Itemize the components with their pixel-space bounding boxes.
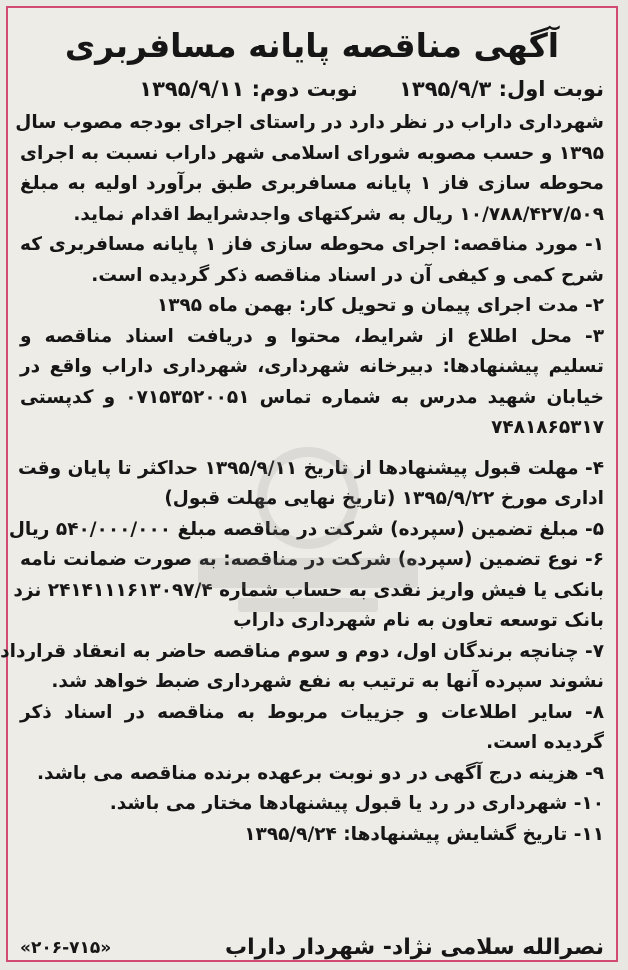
- text-line: ۱۰/۷۸۸/۴۲۷/۵۰۹ ریال به شرکتهای واجدشرایط اقدام نماید.: [73, 203, 604, 225]
- text-line: خیابان شهید مدرس به شماره تماس ۰۷۱۵۳۵۲۰۰۵۱ و کدپستی: [20, 386, 604, 408]
- text-line: ۷- چنانچه برندگان اول، دوم و سوم مناقصه حاضر به انعقاد قرارداد: [0, 640, 604, 662]
- text-line: شهرداری داراب در نظر دارد در راستای اجرای بودجه مصوب سال: [15, 112, 604, 133]
- text-line: گردیده است.: [486, 732, 604, 753]
- intro-paragraph: [15, 108, 604, 230]
- item-4: [17, 454, 604, 515]
- text-line: ۷۴۸۱۸۶۵۳۱۷: [491, 417, 604, 438]
- text-line: ۱- مورد مناقصه: اجرای محوطه سازی فاز ۱ پایانه مسافربری که: [20, 234, 604, 255]
- text-line: ۳- محل اطلاع از شرایط، محتوا و دریافت اسناد مناقصه و: [20, 325, 604, 347]
- publication-dates: [20, 74, 604, 104]
- signature-name: نصرالله سلامی نژاد- شهردار داراب: [225, 935, 604, 960]
- item-3: [20, 322, 604, 444]
- second-round-date: نوبت دوم: ۱۳۹۵/۹/۱۱: [139, 77, 358, 101]
- text-line: ۲- مدت اجرای پیمان و تحویل کار: بهمن ماه ۱۳۹۵: [156, 295, 604, 316]
- text-line: ۸- سایر اطلاعات و جزییات مربوط به مناقصه در اسناد ذکر: [20, 701, 604, 723]
- notice-title: آگهی مناقصه پایانه مسافربری: [64, 26, 560, 65]
- notice-body: [0, 108, 604, 850]
- text-line: ۵- مبلغ تضمین (سپرده) شرکت در مناقصه مبلغ ۵۴۰/۰۰۰/۰۰۰ ریال: [8, 518, 604, 540]
- text-line: ۹- هزینه درج آگهی در دو نوبت برعهده برنده مناقصه می باشد.: [36, 762, 604, 784]
- text-line: تسلیم پیشنهادها: دبیرخانه شهرداری، شهرداری داراب واقع در: [20, 356, 604, 377]
- item-2: [20, 291, 604, 322]
- text-line: شرح کمی و کیفی آن در اسناد مناقصه ذکر گردیده است.: [91, 264, 604, 286]
- text-line: بانکی یا فیش واریز نقدی به حساب شماره ۲۴۱۴۱۱۱۶۱۳۰۹۷/۴ نزد: [13, 579, 604, 601]
- text-line: محوطه سازی فاز ۱ پایانه مسافربری طبق برآورد اولیه به مبلغ: [20, 173, 604, 194]
- text-line: اداری مورخ ۱۳۹۵/۹/۲۲ (تاریخ نهایی مهلت قبول): [164, 488, 604, 509]
- text-line: ۱۳۹۵ و حسب مصوبه شورای اسلامی شهر داراب نسبت به اجرای: [20, 142, 604, 164]
- item-9: [20, 759, 604, 790]
- first-round-date: نوبت اول: ۱۳۹۵/۹/۳: [399, 77, 604, 101]
- item-1: [20, 230, 604, 291]
- text-line: ۱۰- شهرداری در رد یا قبول پیشنهادها مختار می باشد.: [109, 793, 604, 814]
- item-10: [20, 789, 604, 820]
- notice-frame: [0, 6, 618, 962]
- text-line: ۱۱- تاریخ گشایش پیشنهادها: ۱۳۹۵/۹/۲۴: [244, 823, 604, 845]
- text-line: ۴- مهلت قبول پیشنهادها از تاریخ ۱۳۹۵/۹/۱۱ حداکثر تا پایان وقت: [17, 457, 604, 479]
- text-line: بانک توسعه تعاون به نام شهرداری داراب: [233, 610, 604, 631]
- item-6: [13, 545, 604, 637]
- item-7: [0, 637, 604, 698]
- text-line: نشوند سپرده آنها به ترتیب به نفع شهرداری ضبط خواهد شد.: [51, 671, 604, 692]
- item-8: [20, 698, 604, 759]
- text-line: ۶- نوع تضمین (سپرده) شرکت در مناقصه: به صورت ضمانت نامه: [20, 549, 604, 570]
- ad-code: «۲۰۶-۷۱۵»: [20, 938, 112, 958]
- item-5: [8, 515, 604, 546]
- signature-block: [20, 932, 604, 964]
- item-11: [20, 820, 604, 851]
